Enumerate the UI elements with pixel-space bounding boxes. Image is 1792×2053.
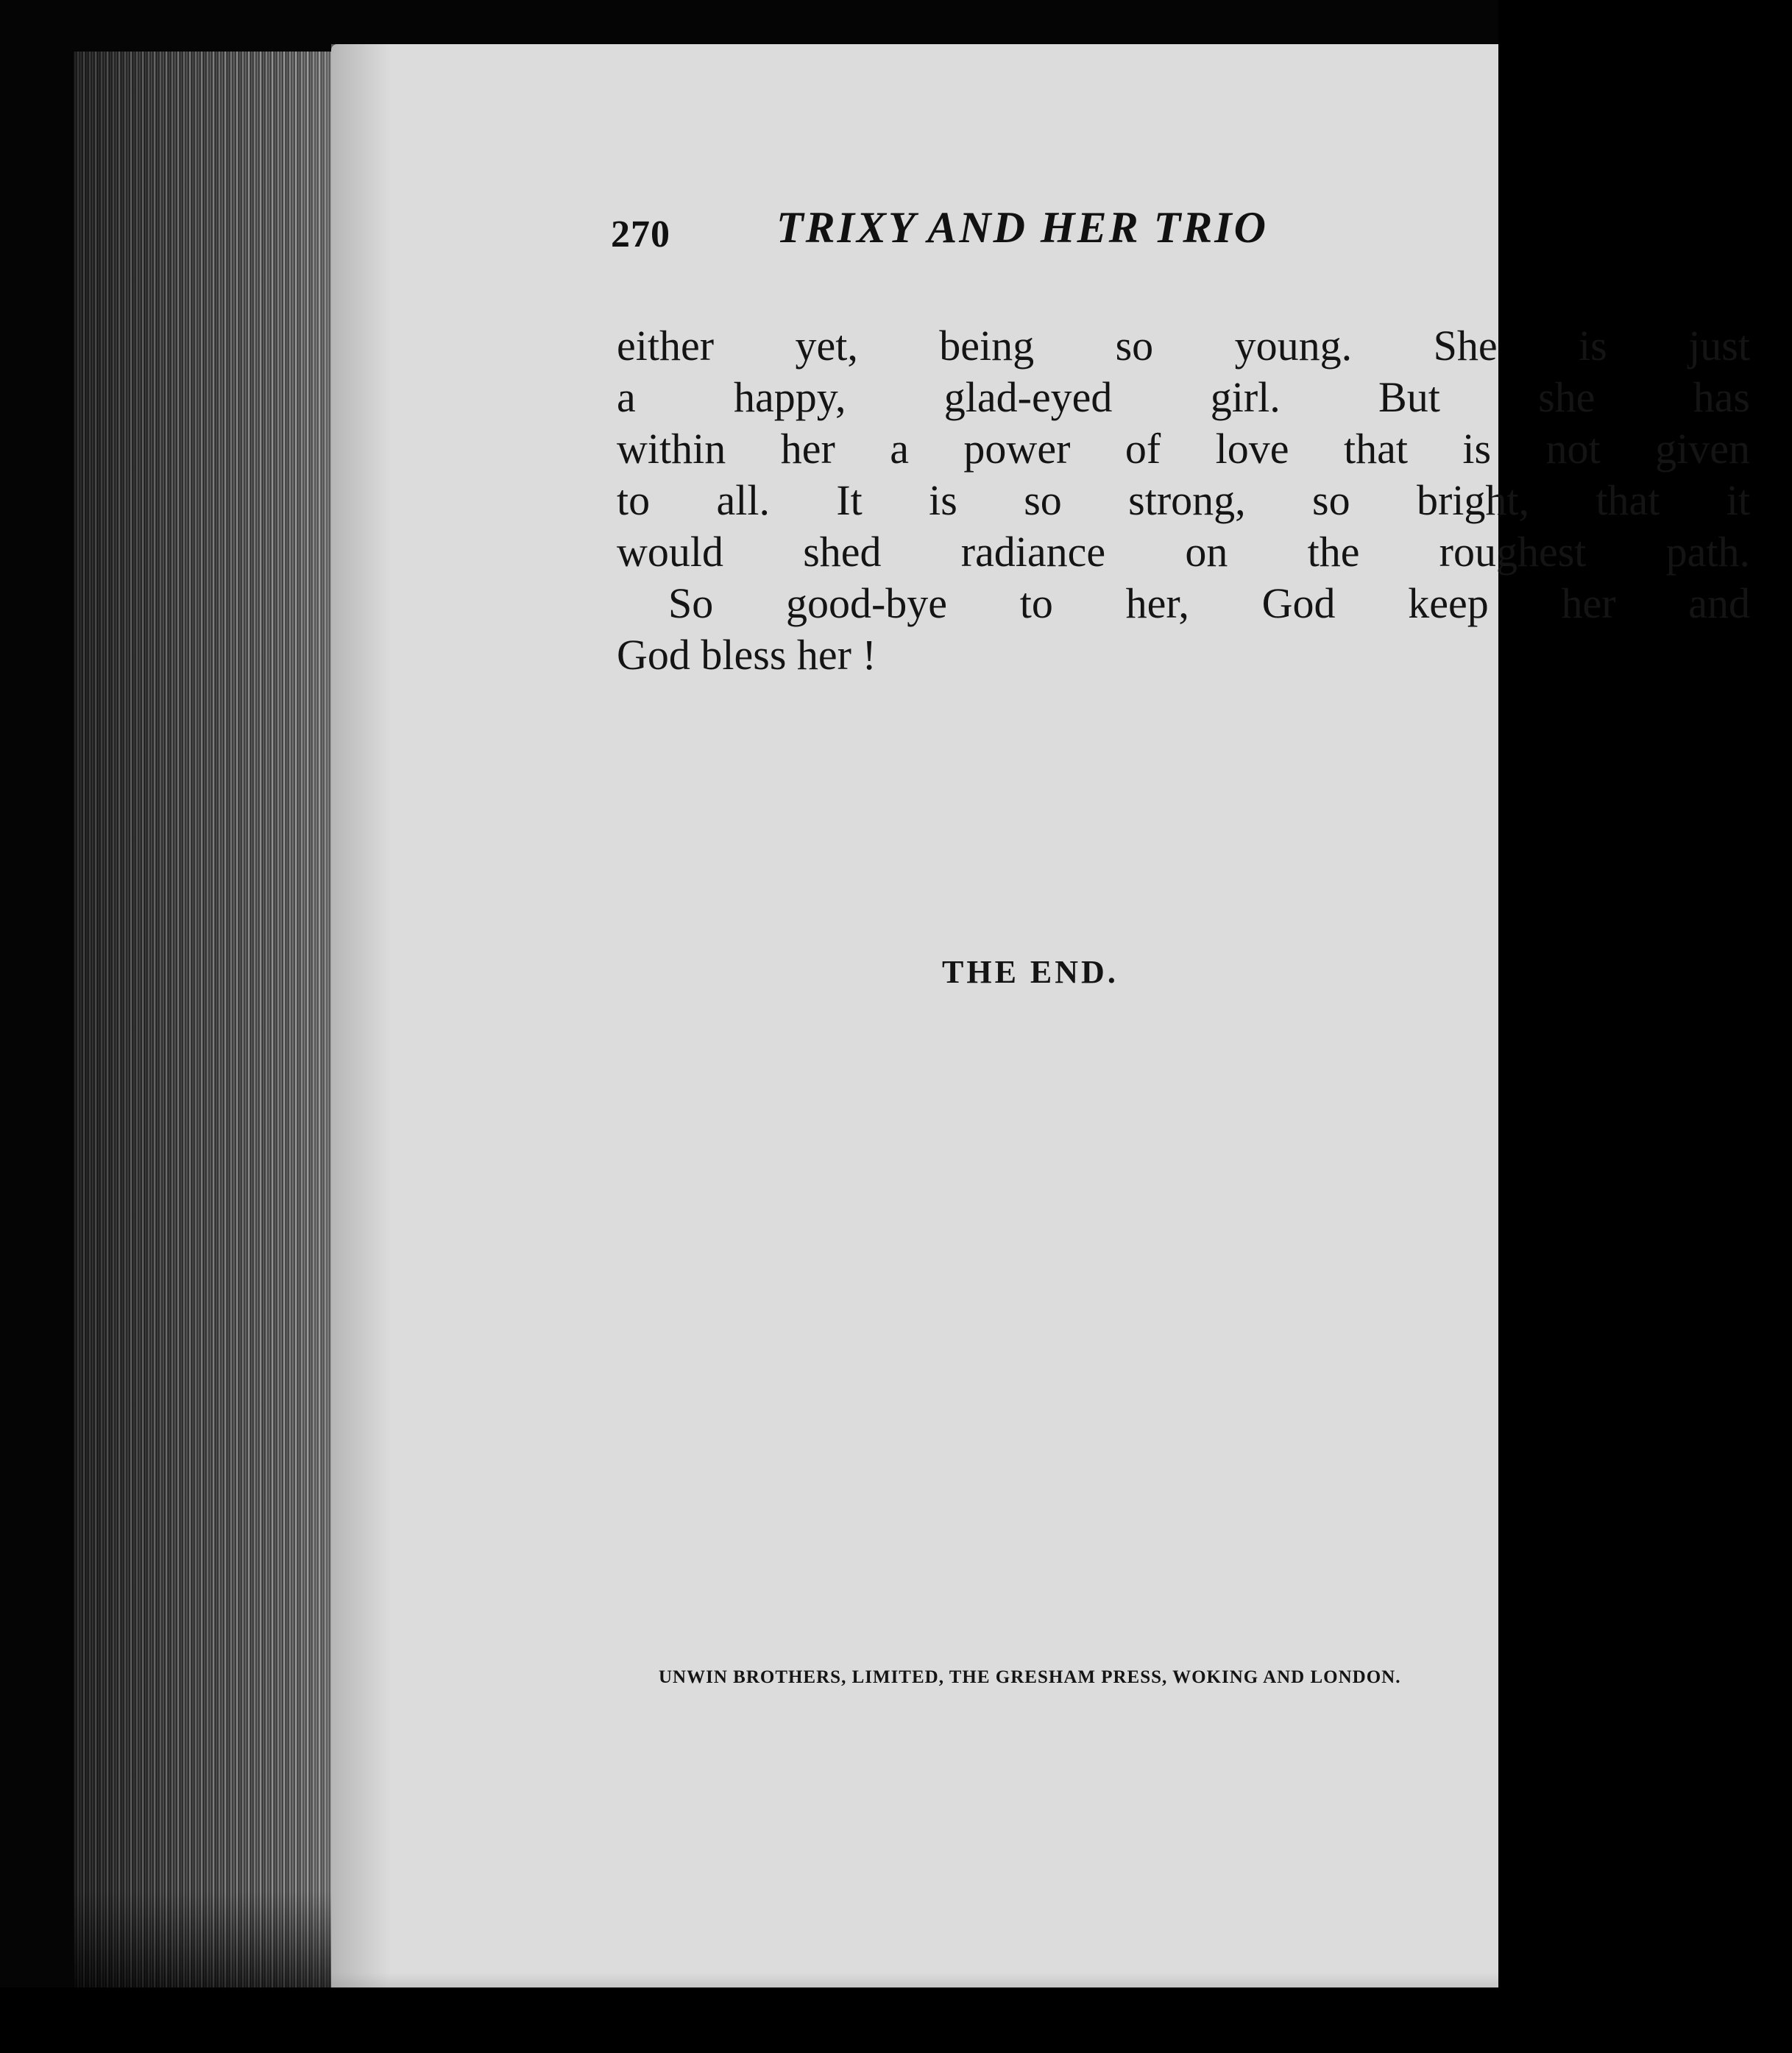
text-line: would shed radiance on the roughest path. bbox=[617, 528, 1750, 576]
text-line: God bless her ! bbox=[617, 631, 876, 679]
bottom-shadow bbox=[0, 1987, 1498, 2053]
printer-imprint: UNWIN BROTHERS, LIMITED, THE GRESHAM PRESS, WOKING AND LONDON. bbox=[659, 1667, 1401, 1687]
running-title: TRIXY AND HER TRIO bbox=[776, 203, 1268, 252]
running-head bbox=[611, 202, 1494, 269]
the-end-label: THE END. bbox=[942, 954, 1119, 990]
text-line: a happy, glad-eyed girl. But she has bbox=[617, 373, 1750, 421]
body-text bbox=[617, 320, 1750, 681]
book-page bbox=[331, 44, 1750, 2002]
page-number: 270 bbox=[611, 213, 670, 255]
text-line: to all. It is so strong, so bright, that it bbox=[617, 476, 1750, 524]
text-line: So good-bye to her, God keep her and bbox=[668, 579, 1750, 627]
text-line: either yet, being so young. She is just bbox=[617, 322, 1750, 370]
text-line: within her a power of love that is not given bbox=[617, 425, 1750, 473]
